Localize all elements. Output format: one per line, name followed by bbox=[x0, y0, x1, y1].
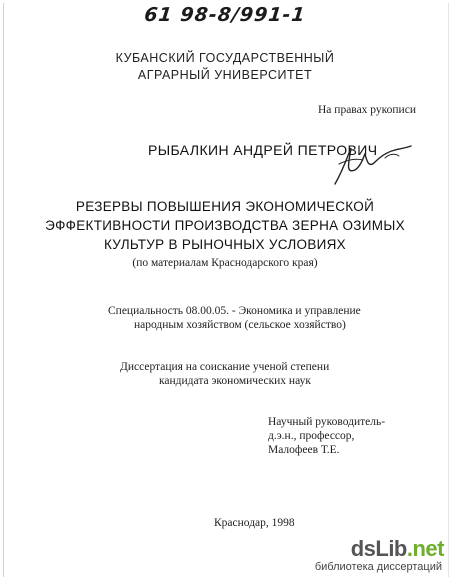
thesis-title-line3: КУЛЬТУР В РЫНОЧНЫХ УСЛОВИЯХ bbox=[103, 237, 346, 252]
thesis-subtitle: (по материалам Краснодарского края) bbox=[132, 257, 318, 269]
document-page bbox=[3, 3, 449, 577]
dslib-logo bbox=[351, 536, 444, 562]
specialty-line2: народным хозяйством (сельское хозяйство) bbox=[134, 319, 346, 331]
thesis-title-line2: ЭФФЕКТИВНОСТИ ПРОИЗВОДСТВА ЗЕРНА ОЗИМЫХ bbox=[45, 218, 405, 233]
supervisor-label: Научный руководитель- bbox=[268, 416, 386, 428]
author-signature bbox=[325, 140, 415, 190]
dissertation-degree-line1: Диссертация на соискание ученой степени bbox=[120, 361, 330, 373]
place-and-year: Краснодар, 1998 bbox=[214, 517, 295, 529]
dslib-logo-name: dsLib bbox=[350, 536, 407, 561]
author-name: РЫБАЛКИН АНДРЕЙ ПЕТРОВИЧ bbox=[148, 142, 378, 158]
dslib-tagline: библиотека диссертаций bbox=[314, 561, 442, 573]
handwritten-archive-number: 61 98-8/991-1 bbox=[143, 4, 307, 26]
dslib-logo-domain: .net bbox=[406, 536, 444, 561]
dslib-watermark bbox=[294, 536, 444, 576]
thesis-title-line1: РЕЗЕРВЫ ПОВЫШЕНИЯ ЭКОНОМИЧЕСКОЙ bbox=[75, 199, 375, 214]
dissertation-degree-line2: кандидата экономических наук bbox=[159, 375, 311, 387]
supervisor-degree: д.э.н., профессор, bbox=[268, 430, 355, 442]
university-name-line2: АГРАРНЫЙ УНИВЕРСИТЕТ bbox=[137, 68, 313, 82]
manuscript-rights-label: На правах рукописи bbox=[318, 104, 416, 116]
specialty-line1: Специальность 08.00.05. - Экономика и управление bbox=[108, 305, 361, 317]
supervisor-name: Малофеев Т.Е. bbox=[268, 444, 340, 456]
university-name-line1: КУБАНСКИЙ ГОСУДАРСТВЕННЫЙ bbox=[115, 51, 335, 65]
